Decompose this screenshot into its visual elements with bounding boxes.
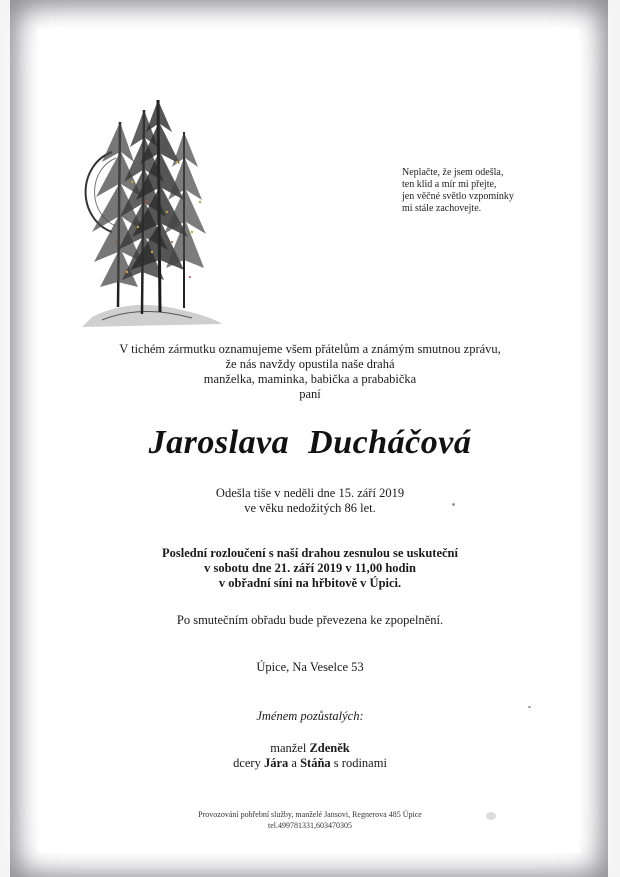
quote-line: Neplačte, že jsem odešla, bbox=[402, 167, 504, 178]
farewell-line: v sobotu dne 21. září 2019 v 11,00 hodin bbox=[204, 561, 416, 575]
trees-illustration bbox=[72, 92, 232, 332]
bereaved-title: Jménem pozůstalých: bbox=[256, 709, 364, 723]
daughters-suffix: s rodinami bbox=[333, 756, 387, 770]
quote-line: mi stále zachovejte. bbox=[402, 203, 482, 214]
cremation-note: Po smutečním obřadu bude převezena ke zpopelnění. bbox=[176, 613, 444, 627]
death-details bbox=[0, 486, 620, 516]
husband-name: Zdeněk bbox=[309, 741, 350, 755]
scan-speck bbox=[486, 812, 496, 820]
death-line: ve věku nedožitých 86 let. bbox=[244, 501, 376, 515]
husband-prefix: manžel bbox=[270, 741, 307, 755]
funeral-service-footer bbox=[0, 809, 620, 831]
daughter-name: Stáňa bbox=[300, 756, 331, 770]
quote-line: ten klid a mír mi přejte, bbox=[402, 179, 497, 190]
quote-verse bbox=[402, 167, 542, 215]
scan-speck bbox=[528, 706, 531, 708]
address: Úpice, Na Veselce 53 bbox=[256, 660, 364, 674]
farewell-line: v obřadní síni na hřbitově v Úpici. bbox=[218, 576, 402, 590]
family-list bbox=[0, 741, 620, 771]
intro-line: paní bbox=[299, 387, 321, 401]
farewell-details bbox=[0, 546, 620, 591]
farewell-line: Poslední rozloučení s naší drahou zesnulou se uskuteční bbox=[161, 546, 458, 560]
intro-line: V tichém zármutku oznamujeme všem přátelům a známým smutnou zprávu, bbox=[119, 342, 501, 356]
intro-line: že nás navždy opustila naše drahá bbox=[225, 357, 395, 371]
intro-line: manželka, maminka, babička a prababička bbox=[203, 372, 417, 386]
conjunction: a bbox=[291, 756, 297, 770]
deceased-name: Jaroslava Ducháčová bbox=[148, 424, 472, 461]
quote-line: jen věčné světlo vzpomínky bbox=[402, 191, 514, 202]
family-daughters bbox=[0, 756, 620, 771]
footer-line: Provozování pohřební služby, manželé Jansovi, Regnerova 485 Úpice bbox=[198, 810, 422, 819]
footer-line: tel.499781331,603470305 bbox=[268, 821, 352, 830]
announcement-intro bbox=[0, 342, 620, 402]
scan-speck bbox=[452, 503, 455, 506]
daughters-prefix: dcery bbox=[233, 756, 261, 770]
family-husband bbox=[0, 741, 620, 756]
death-line: Odešla tiše v neděli dne 15. září 2019 bbox=[215, 486, 405, 500]
daughter-name: Jára bbox=[263, 756, 289, 770]
